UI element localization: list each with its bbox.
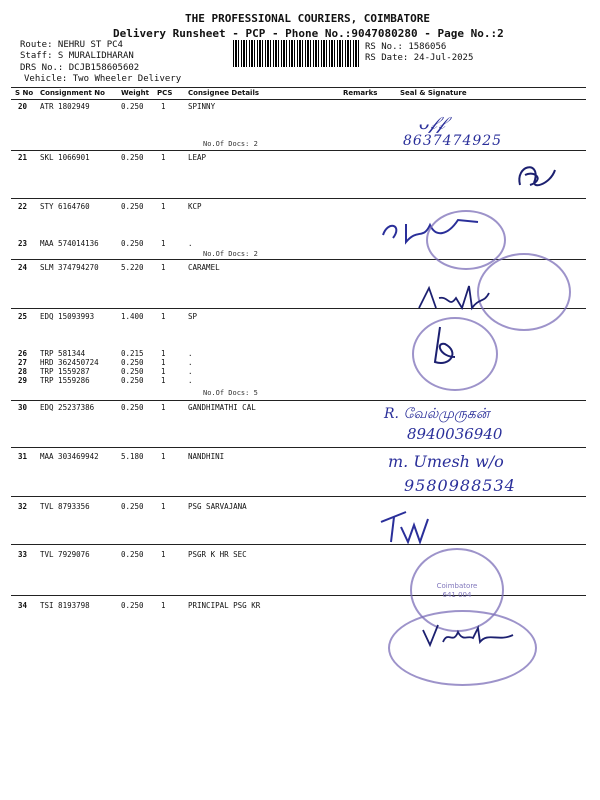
row-sno: 22	[18, 202, 28, 211]
signature-24	[414, 278, 494, 318]
row-divider	[11, 198, 586, 199]
row-pcs: 1	[161, 263, 166, 272]
row-consignment: TVL 7929076	[40, 550, 90, 559]
signature-21	[510, 155, 560, 195]
row-consignee: .	[188, 376, 193, 385]
row-consignment: SLM 374794270	[40, 263, 99, 272]
row-pcs: 1	[161, 153, 166, 162]
row-pcs: 1	[161, 239, 166, 248]
signature-20-phone: 8637474925	[403, 133, 503, 149]
row-pcs: 1	[161, 502, 166, 511]
row-weight: 0.215	[121, 349, 144, 358]
row-sno: 26	[18, 349, 28, 358]
signature-30-name: R. வேல்முருகன்	[384, 406, 490, 422]
row-weight: 0.250	[121, 358, 144, 367]
row-weight: 5.180	[121, 452, 144, 461]
row-consignment: EDQ 25237386	[40, 403, 95, 412]
row-consignment: TVL 8793356	[40, 502, 90, 511]
row-sno: 33	[18, 550, 28, 559]
signature-20: ᴗ𝒻𝒻	[418, 113, 445, 134]
row-sno: 25	[18, 312, 28, 321]
row-consignee: SPINNY	[188, 102, 216, 111]
row-sno: 29	[18, 376, 28, 385]
row-weight: 0.250	[121, 202, 144, 211]
row-sno: 30	[18, 403, 28, 412]
signature-31-phone: 9580988534	[404, 476, 516, 495]
row-weight: 0.250	[121, 102, 144, 111]
row-divider	[11, 150, 586, 151]
col-consignment: Consignment No	[40, 89, 105, 97]
row-sno: 21	[18, 153, 28, 162]
row-pcs: 1	[161, 358, 166, 367]
row-consignment: TRP 581344	[40, 349, 86, 358]
sheet-title: Delivery Runsheet - PCP - Phone No.:9047080280 - Page No.:2	[113, 27, 504, 40]
row-sno: 24	[18, 263, 28, 272]
row-weight: 0.250	[121, 601, 144, 610]
row-pcs: 1	[161, 601, 166, 610]
row-sno: 34	[18, 601, 28, 610]
signature-30-phone: 8940036940	[407, 425, 503, 443]
row-consignee: .	[188, 349, 193, 358]
col-pcs: PCS	[157, 89, 173, 97]
row-docs: No.Of Docs: 2	[203, 250, 258, 258]
row-sno: 31	[18, 452, 28, 461]
row-consignee: NANDHINI	[188, 452, 225, 461]
row-pcs: 1	[161, 102, 166, 111]
row-pcs: 1	[161, 376, 166, 385]
row-docs: No.Of Docs: 2	[203, 140, 258, 148]
row-consignee: .	[188, 358, 193, 367]
row-divider	[11, 496, 586, 497]
row-weight: 1.400	[121, 312, 144, 321]
row-consignee: .	[188, 367, 193, 376]
row-weight: 0.250	[121, 367, 144, 376]
row-weight: 0.250	[121, 376, 144, 385]
row-pcs: 1	[161, 202, 166, 211]
row-sno: 32	[18, 502, 28, 511]
signature-31-name: m. Umesh w/o	[388, 452, 504, 471]
row-consignee: KCP	[188, 202, 202, 211]
row-sno: 28	[18, 367, 28, 376]
row-consignment: ATR 1802949	[40, 102, 90, 111]
row-pcs: 1	[161, 312, 166, 321]
row-consignment: TRP 1559287	[40, 367, 90, 376]
company-name: THE PROFESSIONAL COURIERS, COIMBATORE	[185, 12, 431, 25]
row-consignee: GANDHIMATHI CAL	[188, 403, 256, 412]
row-consignment: TRP 1559286	[40, 376, 90, 385]
row-consignment: STY 6164760	[40, 202, 90, 211]
row-consignee: SP	[188, 312, 198, 321]
row-consignment: EDQ 15093993	[40, 312, 95, 321]
row-consignee: PRINCIPAL PSG KR	[188, 601, 261, 610]
col-sno: S No	[15, 89, 34, 97]
stamp-psgr-city: Coimbatore	[436, 582, 478, 590]
row-pcs: 1	[161, 550, 166, 559]
staff-label: Staff: S MURALIDHARAN	[20, 51, 134, 61]
row-pcs: 1	[161, 349, 166, 358]
row-consignment: MAA 574014136	[40, 239, 99, 248]
row-consignment: TSI 8193798	[40, 601, 90, 610]
col-signature: Seal & Signature	[400, 89, 467, 97]
row-consignee: PSGR K HR SEC	[188, 550, 247, 559]
row-sno: 23	[18, 239, 28, 248]
barcode	[233, 40, 359, 67]
row-weight: 0.250	[121, 403, 144, 412]
route-label: Route: NEHRU ST PC4	[20, 40, 123, 50]
header-bottom-border	[11, 99, 586, 100]
stamp-psgr-pin: 641 004	[442, 591, 472, 599]
row-weight: 5.220	[121, 263, 144, 272]
row-weight: 0.250	[121, 502, 144, 511]
row-pcs: 1	[161, 403, 166, 412]
row-consignee: PSG SARVAJANA	[188, 502, 247, 511]
col-remarks: Remarks	[343, 89, 378, 97]
col-weight: Weight	[121, 89, 149, 97]
rs-number: RS No.: 1586056	[365, 42, 447, 52]
row-pcs: 1	[161, 452, 166, 461]
row-divider	[11, 447, 586, 448]
row-weight: 0.250	[121, 153, 144, 162]
table-top-border	[11, 87, 586, 88]
row-sno: 20	[18, 102, 28, 111]
row-pcs: 1	[161, 367, 166, 376]
row-consignee: CARAMEL	[188, 263, 220, 272]
signature-34	[418, 620, 518, 650]
signature-32	[376, 507, 436, 547]
row-divider	[11, 544, 586, 545]
vehicle-label: Vehicle: Two Wheeler Delivery	[24, 74, 182, 84]
drs-label: DRS No.: DCJB158605602	[20, 63, 140, 73]
row-consignment: SKL 1066901	[40, 153, 90, 162]
row-consignee: LEAP	[188, 153, 207, 162]
row-weight: 0.250	[121, 239, 144, 248]
signature-25	[425, 322, 465, 372]
row-divider	[11, 400, 586, 401]
row-sno: 27	[18, 358, 28, 367]
row-consignment: HRD 362450724	[40, 358, 99, 367]
rs-date: RS Date: 24-Jul-2025	[365, 53, 474, 63]
row-consignment: MAA 303469942	[40, 452, 99, 461]
col-consignee: Consignee Details	[188, 89, 260, 97]
row-weight: 0.250	[121, 550, 144, 559]
row-docs: No.Of Docs: 5	[203, 389, 258, 397]
row-consignee: .	[188, 239, 193, 248]
